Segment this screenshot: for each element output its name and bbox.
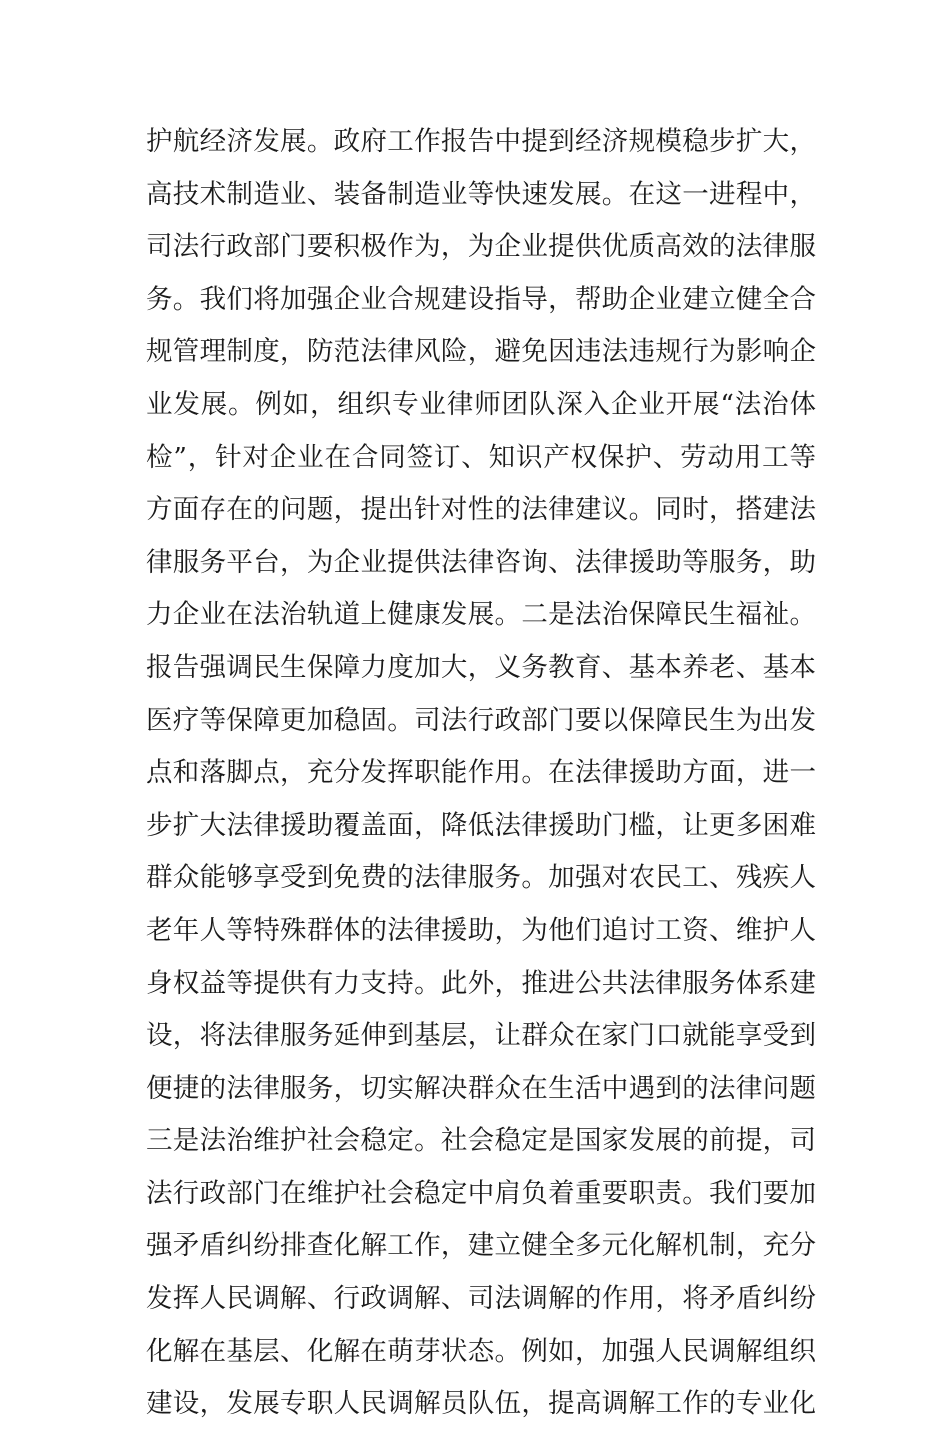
text-line: 建设，发展专职人民调解员队伍，提高调解工作的专业化 — [146, 1388, 816, 1420]
text-line: 报告强调民生保障力度加大，义务教育、基本养老、基本 — [146, 651, 816, 683]
text-line: 方面存在的问题，提出针对性的法律建议。同时，搭建法 — [146, 494, 816, 526]
text-line: 业发展。例如，组织专业律师团队深入企业开展“法治体 — [146, 388, 816, 420]
text-line: 便捷的法律服务，切实解决群众在生活中遇到的法律问题 — [146, 1072, 816, 1104]
text-line: 身权益等提供有力支持。此外，推进公共法律服务体系建 — [146, 967, 816, 999]
text-line: 老年人等特殊群体的法律援助，为他们追讨工资、维护人 — [146, 914, 816, 946]
text-line: 强矛盾纠纷排查化解工作，建立健全多元化解机制，充分 — [146, 1230, 816, 1262]
text-line: 力企业在法治轨道上健康发展。二是法治保障民生福祉。 — [146, 599, 816, 631]
text-line: 医疗等保障更加稳固。司法行政部门要以保障民生为出发 — [146, 704, 816, 736]
text-line: 务。我们将加强企业合规建设指导，帮助企业建立健全合 — [146, 283, 816, 315]
text-line: 司法行政部门要积极作为，为企业提供优质高效的法律服 — [146, 231, 816, 263]
text-line: 群众能够享受到免费的法律服务。加强对农民工、残疾人 — [146, 862, 816, 894]
text-line: 护航经济发展。政府工作报告中提到经济规模稳步扩大， — [146, 126, 816, 157]
text-line: 步扩大法律援助覆盖面，降低法律援助门槛，让更多困难 — [146, 809, 816, 841]
text-line: 高技术制造业、装备制造业等快速发展。在这一进程中， — [146, 178, 816, 210]
text-line: 检”，针对企业在合同签订、知识产权保护、劳动用工等 — [146, 441, 816, 473]
text-line: 发挥人民调解、行政调解、司法调解的作用，将矛盾纠纷 — [146, 1283, 816, 1315]
text-line: 规管理制度，防范法律风险，避免因违法违规行为影响企 — [146, 336, 816, 368]
body-text — [146, 116, 816, 1431]
text-line: 三是法治维护社会稳定。社会稳定是国家发展的前提，司 — [146, 1125, 816, 1157]
text-line: 化解在基层、化解在萌芽状态。例如，加强人民调解组织 — [146, 1335, 816, 1367]
text-line: 律服务平台，为企业提供法律咨询、法律援助等服务，助 — [146, 546, 816, 578]
text-line: 点和落脚点，充分发挥职能作用。在法律援助方面，进一 — [146, 757, 816, 789]
text-line: 法行政部门在维护社会稳定中肩负着重要职责。我们要加 — [146, 1177, 816, 1209]
text-line: 设，将法律服务延伸到基层，让群众在家门口就能享受到 — [146, 1020, 816, 1052]
